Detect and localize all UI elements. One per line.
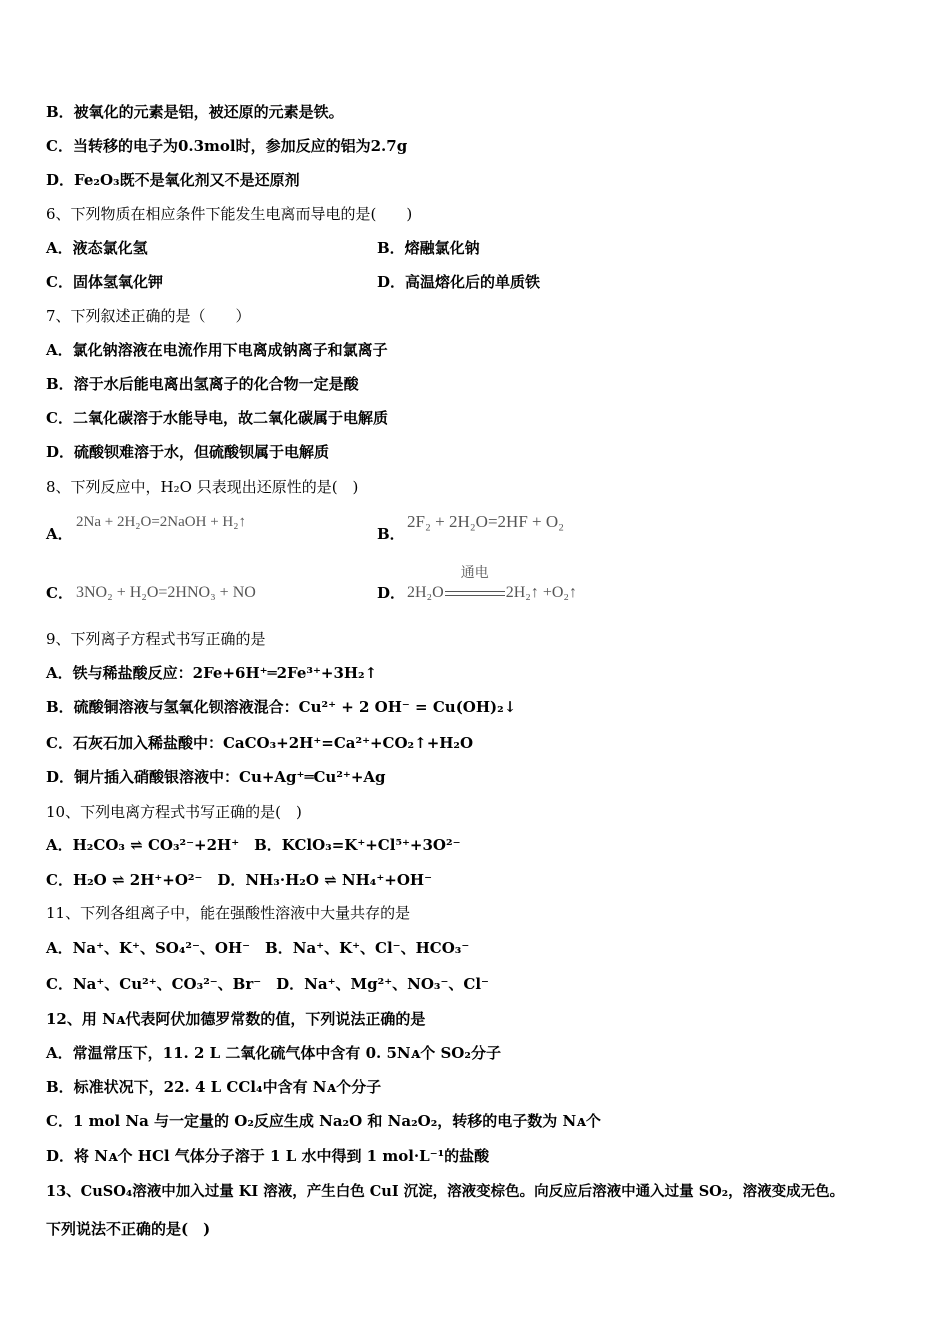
q8d-right: 2H₂↑ +O₂↑ (505, 584, 577, 601)
q7-option-d: D．硫酸钡难溶于水，但硫酸钡属于电解质 (46, 443, 330, 461)
q8-option-c-formula: 3NO₂ + H₂O=2HNO₃ + NO (76, 584, 256, 601)
q9-option-b: B．硫酸铜溶液与氢氧化钡溶液混合：Cu²⁺ + 2 OH⁻ = Cu(OH)₂↓ (46, 698, 517, 716)
q6-stem: 6、下列物质在相应条件下能发生电离而导电的是( ) (46, 205, 413, 223)
q8-option-a-label: A． (46, 525, 73, 543)
q5-option-c: C．当转移的电子为0.3mol时，参加反应的铝为2.7g (46, 137, 408, 155)
q8-option-a-formula: 2Na + 2H₂O=2NaOH + H₂↑ (76, 514, 246, 530)
q6-option-c: C．固体氢氧化钾 (46, 273, 163, 291)
q10-stem: 10、下列电离方程式书写正确的是( ) (46, 803, 302, 821)
q6-option-a: A．液态氯化氢 (46, 239, 148, 257)
q11-options-ab: A．Na⁺、K⁺、SO₄²⁻、OH⁻ B．Na⁺、K⁺、Cl⁻、HCO₃⁻ (46, 939, 470, 957)
q12-option-d: D．将 Nᴀ个 HCl 气体分子溶于 1 L 水中得到 1 mol·L⁻¹的盐酸 (46, 1147, 490, 1165)
q8-option-c-label: C． (46, 584, 73, 602)
q8-option-b-formula: 2F₂ + 2H₂O=2HF + O₂ (407, 512, 565, 531)
q9-option-c: C．石灰石加入稀盐酸中：CaCO₃+2H⁺=Ca²⁺+CO₂↑+H₂O (46, 734, 474, 752)
q7-stem: 7、下列叙述正确的是（ ） (46, 307, 251, 325)
q5-option-d: D．Fe₂O₃既不是氧化剂又不是还原剂 (46, 171, 300, 189)
q6-option-d: D．高温熔化后的单质铁 (377, 273, 541, 291)
q8d-left: 2H₂O (407, 584, 444, 601)
q11-stem: 11、下列各组离子中，能在强酸性溶液中大量共存的是 (46, 904, 411, 922)
q8-option-d-label: D． (377, 584, 406, 602)
q12-option-c: C．1 mol Na 与一定量的 O₂反应生成 Na₂O 和 Na₂O₂，转移的电子数为 Nᴀ个 (46, 1112, 601, 1130)
q7-option-b: B．溶于水后能电离出氢离子的化合物一定是酸 (46, 375, 359, 393)
q13-prompt: 下列说法不正确的是( ) (46, 1220, 211, 1238)
q9-stem: 9、下列离子方程式书写正确的是 (46, 630, 266, 648)
q5-option-b: B．被氧化的元素是铝，被还原的元素是铁。 (46, 103, 344, 121)
q12-option-a: A．常温常压下，11. 2 L 二氧化硫气体中含有 0. 5Nᴀ个 SO₂分子 (46, 1044, 501, 1062)
q8-option-d-formula (407, 565, 577, 604)
electrolysis-arrow (444, 565, 506, 604)
q11-options-cd: C．Na⁺、Cu²⁺、CO₃²⁻、Br⁻ D．Na⁺、Mg²⁺、NO₃⁻、Cl⁻ (46, 975, 489, 993)
q9-option-d: D．铜片插入硝酸银溶液中：Cu+Ag⁺═Cu²⁺+Ag (46, 768, 386, 786)
q12-stem: 12、用 Nᴀ代表阿伏加德罗常数的值，下列说法正确的是 (46, 1010, 426, 1028)
q13-stem: 13、CuSO₄溶液中加入过量 KI 溶液，产生白色 CuI 沉淀，溶液变棕色。向反应后溶液中通入过量 SO₂，溶液变成无色。 (46, 1183, 845, 1200)
q8d-condition: 通电 (460, 565, 489, 581)
q8-option-b-label: B． (377, 525, 405, 543)
q10-options-ab: A．H₂CO₃ ⇌ CO₃²⁻+2H⁺ B．KClO₃=K⁺+Cl⁵⁺+3O²⁻ (46, 836, 461, 854)
q12-option-b: B．标准状况下，22. 4 L CCl₄中含有 Nᴀ个分子 (46, 1078, 382, 1096)
q10-options-cd: C．H₂O ⇌ 2H⁺+O²⁻ D．NH₃·H₂O ⇌ NH₄⁺+OH⁻ (46, 871, 433, 889)
q9-option-a: A．铁与稀盐酸反应：2Fe+6H⁺═2Fe³⁺+3H₂↑ (46, 664, 378, 682)
q6-option-b: B．熔融氯化钠 (377, 239, 480, 257)
q7-option-a: A．氯化钠溶液在电流作用下电离成钠离子和氯离子 (46, 341, 388, 359)
q8-stem: 8、下列反应中，H₂O 只表现出还原性的是( ) (46, 478, 359, 496)
q7-option-c: C．二氧化碳溶于水能导电，故二氧化碳属于电解质 (46, 409, 388, 427)
